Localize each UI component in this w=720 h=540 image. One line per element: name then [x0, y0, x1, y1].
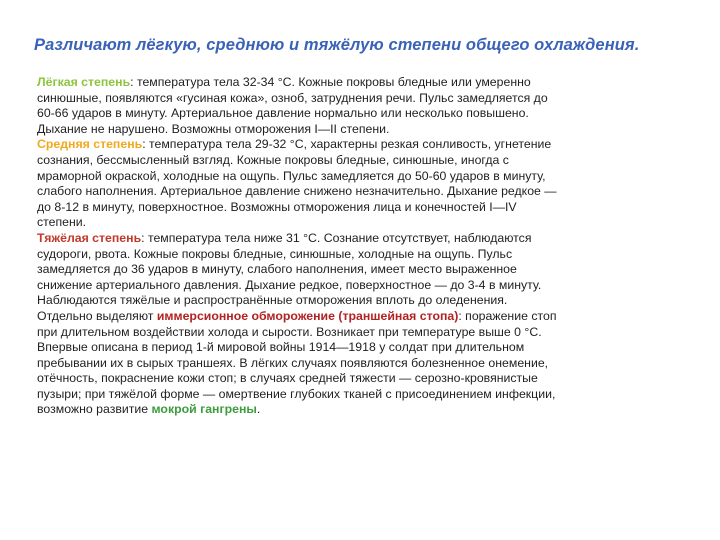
medium-line-6: степени.	[37, 215, 87, 230]
immersion-line-6: пузыри; при тяжёлой форме — омертвение глубоких тканей с присоединением инфекции,	[37, 386, 556, 401]
mild-line-1	[37, 75, 657, 91]
severe-line-5: Наблюдаются тяжёлые и распространённые отморожения вплоть до оледенения.	[37, 293, 508, 308]
severe-term: Тяжёлая степень	[37, 230, 142, 245]
severe-text: : температура тела ниже 31 °С. Сознание отсутствует, наблюдаются	[141, 230, 532, 245]
medium-text: : температура тела 29-32 °С, характерны резкая сонливость, угнетение	[142, 137, 552, 152]
immersion-line-7	[37, 402, 657, 418]
medium-line-5: до 8-12 в минуту, поверхностное. Возможны отморожения лица и конечностей I—IV	[37, 199, 517, 214]
medium-line-1	[37, 137, 657, 153]
mild-line-3: 60-66 ударов в минуту. Артериальное давление нормально или несколько повышено.	[37, 106, 529, 121]
immersion-suffix: : поражение стоп	[458, 308, 557, 323]
mild-line-2: синюшные, появляются «гусиная кожа», озноб, затруднения речи. Пульс замедляется до	[37, 90, 548, 105]
medium-line-3: мраморной окраской, холодные на ощупь. Пульс замедляется до 50-60 ударов в минуту,	[37, 168, 546, 183]
mild-term: Лёгкая степень	[37, 75, 131, 89]
immersion-line-5: отёчность, покраснение кожи стоп; в случаях средней тяжести — серозно-кровянистые	[37, 371, 538, 386]
severe-line-4: снижение артериального давления. Дыхание редкое, поверхностное — до 3-4 в минуту.	[37, 277, 542, 292]
immersion-line-3: Впервые описана в период 1-й мировой войны 1914—1918 у солдат при длительном	[37, 340, 525, 355]
immersion-prefix: Отдельно выделяют	[37, 308, 157, 323]
medium-term: Средняя степень	[37, 137, 143, 152]
mild-text: : температура тела 32-34 °С. Кожные покровы бледные или умеренно	[130, 75, 531, 89]
immersion-last-prefix: возможно развитие	[37, 402, 152, 417]
immersion-line-2: при длительном воздействии холода и сырости. Возникает при температуре выше 0 °С.	[37, 324, 542, 339]
immersion-last-suffix: .	[256, 402, 261, 417]
slide-content	[37, 75, 657, 418]
severe-line-3: замедляется до 36 ударов в минуту, слабого наполнения, имеет место выраженное	[37, 262, 517, 277]
gangrene-term: мокрой гангрены	[151, 402, 257, 417]
medium-line-4: слабого наполнения. Артериальное давление снижено незначительно. Дыхание редкое —	[37, 184, 557, 199]
mild-line-4: Дыхание не нарушено. Возможны отморожения I—II степени.	[37, 121, 390, 136]
severe-line-2: судороги, рвота. Кожные покровы бледные, синюшные, холодные на ощупь. Пульс	[37, 246, 513, 261]
severe-line-1	[37, 231, 657, 247]
slide-title: Различают лёгкую, среднюю и тяжёлую степени общего охлаждения.	[34, 36, 640, 54]
immersion-line-4: пребывании их в сырых траншеях. В лёгких случаях появляются болезненное онемение,	[37, 355, 549, 370]
medium-line-2: сознания, бессмысленный взгляд. Кожные покровы бледные, синюшные, иногда с	[37, 152, 509, 167]
immersion-term: иммерсионное обморожение (траншейная стопа)	[156, 308, 459, 323]
immersion-line-1	[37, 309, 657, 325]
